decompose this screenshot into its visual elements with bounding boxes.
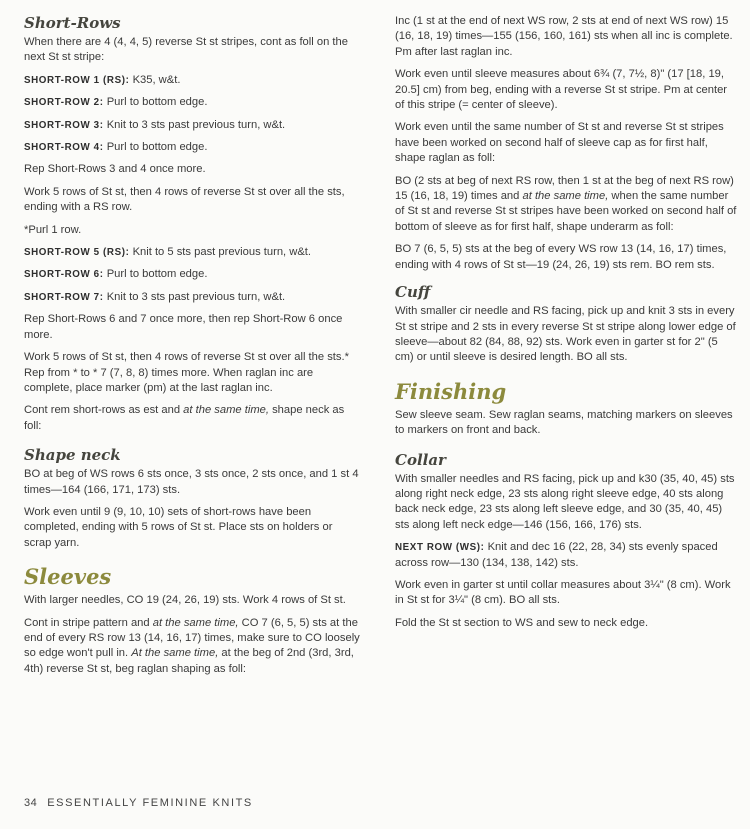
next-row-text: Knit and dec 16 (22, 28, 34) sts evenly spaced across row—130 (134, 138, 142) sts. — [395, 541, 718, 569]
bo-emphasis: at the same time, — [522, 190, 609, 203]
short-rows-heading: Short-Rows — [24, 14, 121, 32]
short-row-5 — [24, 245, 360, 260]
short-row-1 — [24, 73, 360, 88]
short-row-6-text: Purl to bottom edge. — [106, 268, 208, 281]
right-column — [395, 14, 739, 638]
sleeves-p1: With larger needles, CO 19 (24, 26, 19) sts. Work 4 rows of St st. — [24, 594, 346, 607]
sleeves-p2 — [24, 616, 360, 678]
short-row-2-text: Purl to bottom edge. — [106, 96, 208, 109]
short-row-2-label: SHORT-ROW 2: — [24, 97, 104, 109]
short-row-7 — [24, 290, 360, 305]
short-row-6-label: SHORT-ROW 6: — [24, 269, 104, 281]
work-even-stripes: Work even until the same number of St st and reverse St st stripes have been worked on second half of sleeve cap as for first half, shape raglan as foll: — [395, 121, 724, 165]
repeat-6-7: Rep Short-Rows 6 and 7 once more, then rep Short-Row 6 once more. — [24, 313, 343, 341]
repeat-3-4: Rep Short-Rows 3 and 4 once more. — [24, 163, 206, 176]
short-row-4-text: Purl to bottom edge. — [106, 141, 208, 154]
collar-next-row — [395, 540, 739, 571]
bind-off-underarm: BO 7 (6, 5, 5) sts at the beg of every WS row 13 (14, 16, 17) times, ending with 4 rows of St st—19 (24, 26, 19) sts rem. BO rem sts. — [395, 243, 727, 271]
short-row-4 — [24, 140, 360, 155]
sleeves-p2-c: at the beg of 2nd (3rd, 3rd, 4th) reverse St st, beg raglan shaping as foll: — [24, 647, 354, 675]
short-row-3-label: SHORT-ROW 3: — [24, 119, 104, 131]
sleeves-heading: Sleeves — [24, 564, 112, 590]
finishing-p1: Sew sleeve seam. Sew raglan seams, matching markers on sleeves to markers on front and back. — [395, 408, 733, 437]
short-row-3-text: Knit to 3 sts past previous turn, w&t. — [106, 118, 286, 131]
sleeves-p2-em2: At the same time, — [131, 647, 219, 660]
short-row-7-text: Knit to 3 sts past previous turn, w&t. — [106, 290, 286, 303]
sleeves-p2-em1: at the same time, — [152, 616, 239, 629]
finishing-heading: Finishing — [395, 378, 507, 404]
work-5-rows: Work 5 rows of St st, then 4 rows of reverse St st over all the sts, ending with a RS row. — [24, 185, 345, 214]
short-rows-intro: When there are 4 (4, 4, 5) reverse St st stripes, cont as foll on the next St st stripe: — [24, 36, 348, 64]
bo-text-a: BO (2 sts at beg of next RS row, then 1 st at the beg of next RS row) 15 (16, 18, 19) times and — [395, 174, 734, 203]
book-title: ESSENTIALLY FEMININE KNITS — [47, 797, 253, 809]
shape-neck-p1: BO at beg of WS rows 6 sts once, 3 sts once, 2 sts once, and 1 st 4 times—164 (166, 171, 173) sts. — [24, 468, 359, 496]
cont-emphasis: at the same time, — [183, 404, 269, 417]
purl-1-row: *Purl 1 row. — [24, 223, 82, 236]
bind-off-raglan — [395, 174, 739, 236]
short-row-5-text: Knit to 5 sts past previous turn, w&t. — [132, 246, 312, 259]
cont-text-a: Cont rem short-rows as est and — [24, 404, 184, 417]
sleeves-p2-b: CO 7 (6, 5, 5) sts at the end of every RS row 13 (14, 16, 17) times, make sure to CO loosely so edge won't pull in. — [24, 616, 360, 660]
short-row-5-label: SHORT-ROW 5 (RS): — [24, 247, 130, 259]
short-row-2 — [24, 95, 360, 110]
sleeves-p2-a: Cont in stripe pattern and — [24, 616, 153, 629]
cuff-heading: Cuff — [395, 283, 431, 302]
cuff-p1: With smaller cir needle and RS facing, pick up and knit 3 sts in every St st stripe and 2 sts in every reverse St st stripe along lower edge of sleeve—about 82 (84, 88, 92) sts. Work even in garter st for 2" (5 cm) or until sleeve is desired length. BO all sts. — [395, 305, 736, 364]
next-row-label: NEXT ROW (WS): — [395, 542, 485, 554]
cont-text-b: shape neck as foll: — [24, 404, 345, 432]
collar-p3: Fold the St st section to WS and sew to neck edge. — [395, 616, 649, 629]
short-row-1-label: SHORT-ROW 1 (RS): — [24, 74, 130, 86]
cont-short-rows — [24, 403, 360, 434]
page-number: 34 — [24, 797, 38, 809]
collar-heading: Collar — [395, 450, 446, 469]
shape-neck-heading: Shape neck — [24, 446, 121, 465]
page-footer — [24, 797, 253, 809]
collar-p2: Work even in garter st until collar measures about 3¼" (8 cm). Work in St st for 3¼" (8 cm). BO all sts. — [395, 578, 731, 607]
work-5-rows-repeat: Work 5 rows of St st, then 4 rows of reverse St st over all the sts.* Rep from * to * 7 (7, 8, 8) times more. When raglan inc are complete, place marker (pm) at the last raglan inc. — [24, 351, 349, 394]
raglan-inc: Inc (1 st at the end of next WS row, 2 sts at end of next WS row) 15 (16, 18, 19) times—155 (156, 160, 161) sts when all inc is complete. Pm after last raglan inc. — [395, 15, 733, 58]
short-row-3 — [24, 118, 360, 133]
short-row-1-text: K35, w&t. — [132, 73, 181, 86]
collar-p1: With smaller needles and RS facing, pick up and k30 (35, 40, 45) sts along right neck edge, 23 sts along right sleeve edge, 40 sts along back neck edge, 23 sts along left sleeve edge, and 30 (35, 40, 45) sts along left neck edge—146 (156, 166, 176) sts. — [395, 472, 735, 531]
short-row-7-label: SHORT-ROW 7: — [24, 291, 104, 303]
left-column — [24, 14, 360, 684]
short-row-6 — [24, 267, 360, 282]
short-row-4-label: SHORT-ROW 4: — [24, 142, 104, 154]
work-even-sleeve: Work even until sleeve measures about 6¾ (7, 7½, 8)" (17 [18, 19, 20.5] cm) from beg, ending with a reverse St st stripe. Pm at center of this stripe (= center of sleeve). — [395, 68, 728, 112]
shape-neck-p2: Work even until 9 (9, 10, 10) sets of short-rows have been completed, ending with 5 rows of St st. Place sts on holders or scrap yarn. — [24, 505, 333, 549]
bo-text-b: when the same number of St st and reverse St st stripes have been worked on second half of bottom of sleeve as for first half, shape underarm as foll: — [395, 190, 737, 233]
